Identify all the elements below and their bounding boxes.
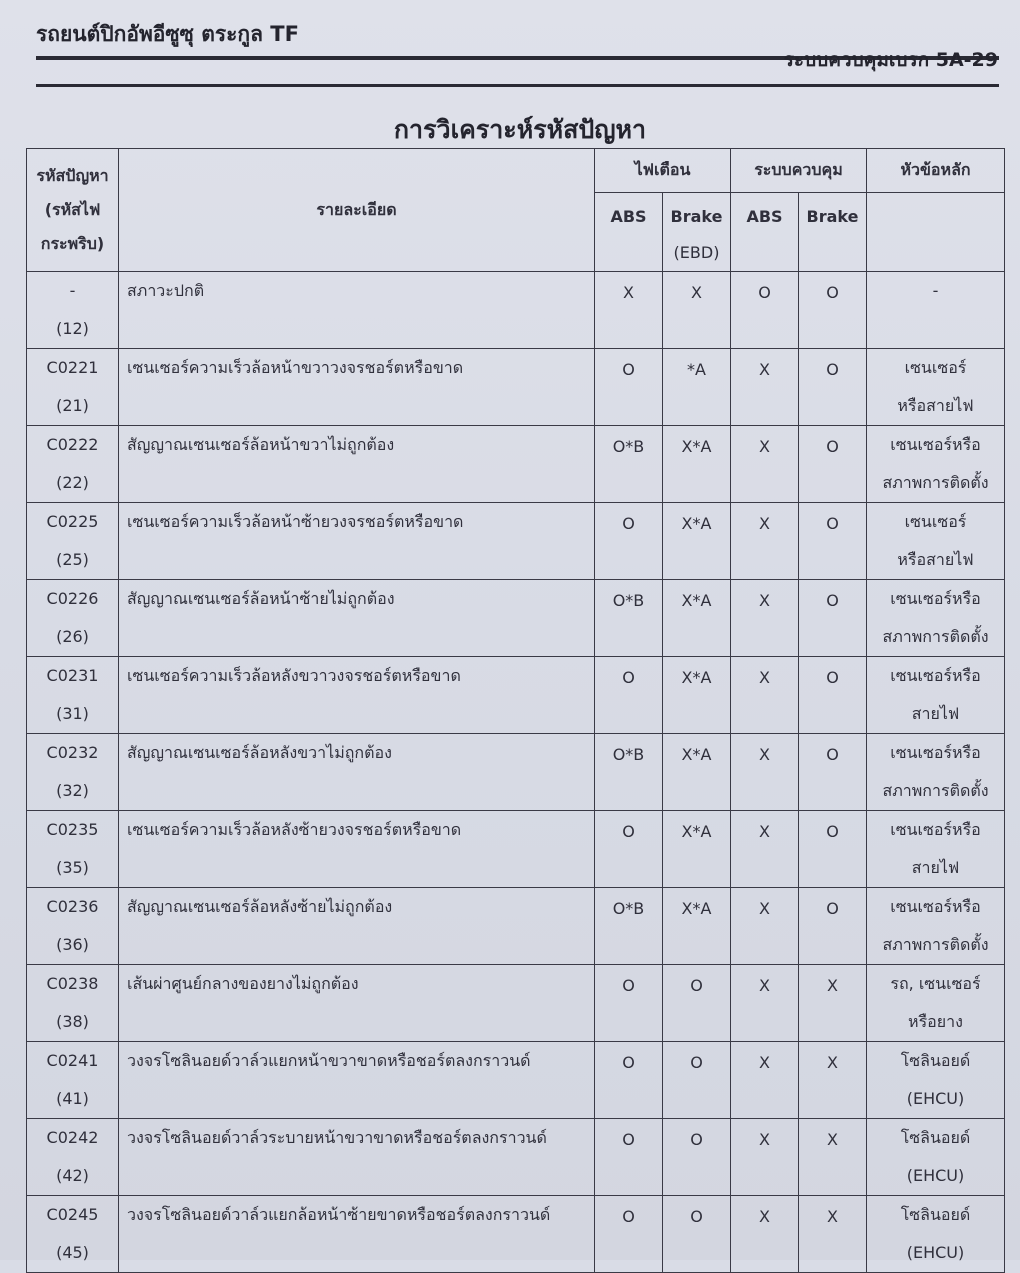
- dtc-description: เซนเซอร์ความเร็วล้อหน้าซ้ายวงจรชอร์ตหรือขาด: [119, 503, 595, 580]
- flash-code: (42): [56, 1166, 89, 1185]
- warning-brake-mark: X*A: [663, 811, 731, 888]
- topic-line-1: เซนเซอร์หรือ: [890, 897, 981, 916]
- table-row: [27, 965, 1005, 1042]
- table-row: [27, 580, 1005, 657]
- control-abs-mark: X: [731, 1196, 799, 1273]
- header-warning-abs: ABS: [595, 193, 663, 272]
- header-control-brake: Brake: [799, 193, 867, 272]
- topic-line-2: หรือสายไฟ: [897, 550, 974, 569]
- dtc-code: C0226: [46, 589, 99, 608]
- warning-abs-mark: O: [595, 811, 663, 888]
- warning-abs-mark: O*B: [595, 734, 663, 811]
- warning-brake-mark: O: [663, 1042, 731, 1119]
- control-abs-mark: X: [731, 888, 799, 965]
- dtc-code: C0231: [46, 666, 99, 685]
- warning-brake-mark: X*A: [663, 503, 731, 580]
- flash-code: (41): [56, 1089, 89, 1108]
- header-code: รหัสปัญหา (รหัสไฟ กระพริบ): [27, 149, 119, 272]
- warning-brake-mark: O: [663, 1119, 731, 1196]
- control-abs-mark: X: [731, 349, 799, 426]
- warning-abs-mark: O*B: [595, 888, 663, 965]
- topic-line-1: โซลินอยด์: [900, 1128, 971, 1147]
- dtc-description: สัญญาณเซนเซอร์ล้อหน้าซ้ายไม่ถูกต้อง: [119, 580, 595, 657]
- dtc-description: สัญญาณเซนเซอร์ล้อหน้าขวาไม่ถูกต้อง: [119, 426, 595, 503]
- control-brake-mark: O: [799, 349, 867, 426]
- control-brake-mark: O: [799, 503, 867, 580]
- control-abs-mark: X: [731, 503, 799, 580]
- control-abs-mark: O: [731, 272, 799, 349]
- dtc-code-cell: [27, 1042, 119, 1119]
- table-row: [27, 426, 1005, 503]
- flash-code: (45): [56, 1243, 89, 1262]
- topic-line-2: สายไฟ: [911, 858, 960, 877]
- warning-abs-mark: O: [595, 349, 663, 426]
- topic-line-2: (EHCU): [906, 1166, 965, 1185]
- header-topic-blank: [867, 193, 1005, 272]
- dtc-description: เซนเซอร์ความเร็วล้อหลังซ้ายวงจรชอร์ตหรือขาด: [119, 811, 595, 888]
- control-brake-mark: X: [799, 1196, 867, 1273]
- flash-code: (22): [56, 473, 89, 492]
- dtc-code: C0245: [46, 1205, 99, 1224]
- control-abs-mark: X: [731, 1042, 799, 1119]
- control-abs-mark: X: [731, 734, 799, 811]
- topic-line-2: หรือยาง: [908, 1012, 963, 1031]
- warning-brake-mark: *A: [663, 349, 731, 426]
- warning-abs-mark: O: [595, 657, 663, 734]
- warning-abs-mark: O*B: [595, 580, 663, 657]
- dtc-description: สัญญาณเซนเซอร์ล้อหลังซ้ายไม่ถูกต้อง: [119, 888, 595, 965]
- flash-code: (36): [56, 935, 89, 954]
- dtc-code: -: [69, 281, 76, 300]
- warning-brake-mark: X*A: [663, 580, 731, 657]
- table-row: [27, 503, 1005, 580]
- dtc-description: สภาวะปกติ: [119, 272, 595, 349]
- topic-line-1: เซนเซอร์: [904, 358, 967, 377]
- dtc-description: สัญญาณเซนเซอร์ล้อหลังขวาไม่ถูกต้อง: [119, 734, 595, 811]
- dtc-code-cell: [27, 657, 119, 734]
- dtc-description: วงจรโซลินอยด์วาล์วแยกหน้าขวาขาดหรือชอร์ตลงกราวนด์: [119, 1042, 595, 1119]
- dtc-code: C0235: [46, 820, 99, 839]
- dtc-code: C0242: [46, 1128, 99, 1147]
- dtc-code: C0225: [46, 512, 99, 531]
- topic-line-1: เซนเซอร์หรือ: [890, 820, 981, 839]
- control-abs-mark: X: [731, 811, 799, 888]
- topic-line-1: เซนเซอร์หรือ: [890, 743, 981, 762]
- topic-line-1: โซลินอยด์: [900, 1205, 971, 1224]
- control-brake-mark: O: [799, 888, 867, 965]
- topic-line-1: โซลินอยด์: [900, 1051, 971, 1070]
- dtc-code-cell: [27, 580, 119, 657]
- flash-code: (25): [56, 550, 89, 569]
- header-control-system: ระบบควบคุม: [731, 149, 867, 193]
- flash-code: (38): [56, 1012, 89, 1031]
- topic-cell: [867, 888, 1005, 965]
- topic-cell: [867, 965, 1005, 1042]
- dtc-code: C0222: [46, 435, 99, 454]
- flash-code: (32): [56, 781, 89, 800]
- topic-cell: [867, 1196, 1005, 1273]
- control-abs-mark: X: [731, 426, 799, 503]
- flash-code: (12): [56, 319, 89, 338]
- warning-brake-mark: X*A: [663, 657, 731, 734]
- warning-abs-mark: O: [595, 1196, 663, 1273]
- topic-cell: [867, 349, 1005, 426]
- topic-line-1: -: [932, 281, 939, 300]
- dtc-code-cell: [27, 734, 119, 811]
- warning-brake-mark: X*A: [663, 426, 731, 503]
- topic-line-2: (EHCU): [906, 1089, 965, 1108]
- topic-cell: [867, 272, 1005, 349]
- control-brake-mark: O: [799, 734, 867, 811]
- topic-line-2: สภาพการติดตั้ง: [882, 473, 989, 492]
- warning-brake-mark: X*A: [663, 888, 731, 965]
- dtc-description: เส้นผ่าศูนย์กลางของยางไม่ถูกต้อง: [119, 965, 595, 1042]
- dtc-code-cell: [27, 811, 119, 888]
- warning-abs-mark: O: [595, 1042, 663, 1119]
- dtc-code-cell: [27, 1196, 119, 1273]
- topic-line-2: สภาพการติดตั้ง: [882, 627, 989, 646]
- topic-cell: [867, 426, 1005, 503]
- warning-abs-mark: O: [595, 965, 663, 1042]
- topic-line-2: (EHCU): [906, 1243, 965, 1262]
- dtc-table-body: [27, 272, 1005, 1273]
- control-brake-mark: X: [799, 1119, 867, 1196]
- dtc-code-cell: [27, 1119, 119, 1196]
- dtc-code-cell: [27, 426, 119, 503]
- topic-line-2: สภาพการติดตั้ง: [882, 781, 989, 800]
- dtc-description: วงจรโซลินอยด์วาล์วแยกล้อหน้าซ้ายขาดหรือชอร์ตลงกราวนด์: [119, 1196, 595, 1273]
- section-page-number: ระบบควบคุมเบรก 5A-29: [783, 49, 998, 71]
- header-rule-lower: [36, 84, 999, 87]
- warning-abs-mark: X: [595, 272, 663, 349]
- book-title: รถยนต์ปิกอัพอีซูซุ ตระกูล TF: [36, 22, 299, 46]
- warning-brake-mark: O: [663, 965, 731, 1042]
- control-brake-mark: O: [799, 580, 867, 657]
- topic-line-1: รถ, เซนเซอร์: [890, 974, 981, 993]
- control-abs-mark: X: [731, 657, 799, 734]
- table-row: [27, 888, 1005, 965]
- table-row: [27, 657, 1005, 734]
- control-brake-mark: X: [799, 965, 867, 1042]
- table-row: [27, 1042, 1005, 1119]
- dtc-table: [26, 148, 1005, 1273]
- table-row: [27, 1119, 1005, 1196]
- control-brake-mark: O: [799, 811, 867, 888]
- header-control-abs: ABS: [731, 193, 799, 272]
- topic-cell: [867, 811, 1005, 888]
- table-row: [27, 811, 1005, 888]
- warning-abs-mark: O: [595, 503, 663, 580]
- table-row: [27, 272, 1005, 349]
- topic-line-1: เซนเซอร์หรือ: [890, 435, 981, 454]
- dtc-code: C0238: [46, 974, 99, 993]
- topic-line-2: สายไฟ: [911, 704, 960, 723]
- topic-line-1: เซนเซอร์หรือ: [890, 666, 981, 685]
- control-abs-mark: X: [731, 965, 799, 1042]
- dtc-description: เซนเซอร์ความเร็วล้อหลังขวาวงจรชอร์ตหรือขาด: [119, 657, 595, 734]
- topic-cell: [867, 657, 1005, 734]
- table-row: [27, 349, 1005, 426]
- topic-cell: [867, 580, 1005, 657]
- warning-brake-mark: X*A: [663, 734, 731, 811]
- dtc-code: C0236: [46, 897, 99, 916]
- dtc-code: C0241: [46, 1051, 99, 1070]
- dtc-code-cell: [27, 888, 119, 965]
- page-title: การวิเคราะห์รหัสปัญหา: [393, 115, 647, 144]
- control-abs-mark: X: [731, 1119, 799, 1196]
- flash-code: (35): [56, 858, 89, 877]
- topic-cell: [867, 1042, 1005, 1119]
- header-warning-light: ไฟเตือน: [595, 149, 731, 193]
- control-brake-mark: X: [799, 1042, 867, 1119]
- warning-abs-mark: O: [595, 1119, 663, 1196]
- header-detail: รายละเอียด: [119, 149, 595, 272]
- topic-line-2: สภาพการติดตั้ง: [882, 935, 989, 954]
- control-abs-mark: X: [731, 580, 799, 657]
- flash-code: (31): [56, 704, 89, 723]
- topic-line-2: หรือสายไฟ: [897, 396, 974, 415]
- warning-brake-mark: O: [663, 1196, 731, 1273]
- topic-line-1: เซนเซอร์หรือ: [890, 589, 981, 608]
- dtc-description: เซนเซอร์ความเร็วล้อหน้าขวาวงจรชอร์ตหรือขาด: [119, 349, 595, 426]
- header-warning-brake: Brake (EBD): [663, 193, 731, 272]
- dtc-code: C0221: [46, 358, 99, 377]
- control-brake-mark: O: [799, 272, 867, 349]
- dtc-code-cell: [27, 965, 119, 1042]
- warning-brake-mark: X: [663, 272, 731, 349]
- topic-line-1: เซนเซอร์: [904, 512, 967, 531]
- topic-cell: [867, 503, 1005, 580]
- topic-cell: [867, 1119, 1005, 1196]
- dtc-code-cell: [27, 272, 119, 349]
- topic-cell: [867, 734, 1005, 811]
- table-row: [27, 1196, 1005, 1273]
- flash-code: (26): [56, 627, 89, 646]
- control-brake-mark: O: [799, 657, 867, 734]
- header-topic: หัวข้อหลัก: [867, 149, 1005, 193]
- dtc-code-cell: [27, 503, 119, 580]
- dtc-code-cell: [27, 349, 119, 426]
- dtc-description: วงจรโซลินอยด์วาล์วระบายหน้าขวาขาดหรือชอร์ตลงกราวนด์: [119, 1119, 595, 1196]
- table-row: [27, 734, 1005, 811]
- control-brake-mark: O: [799, 426, 867, 503]
- warning-abs-mark: O*B: [595, 426, 663, 503]
- dtc-code: C0232: [46, 743, 99, 762]
- flash-code: (21): [56, 396, 89, 415]
